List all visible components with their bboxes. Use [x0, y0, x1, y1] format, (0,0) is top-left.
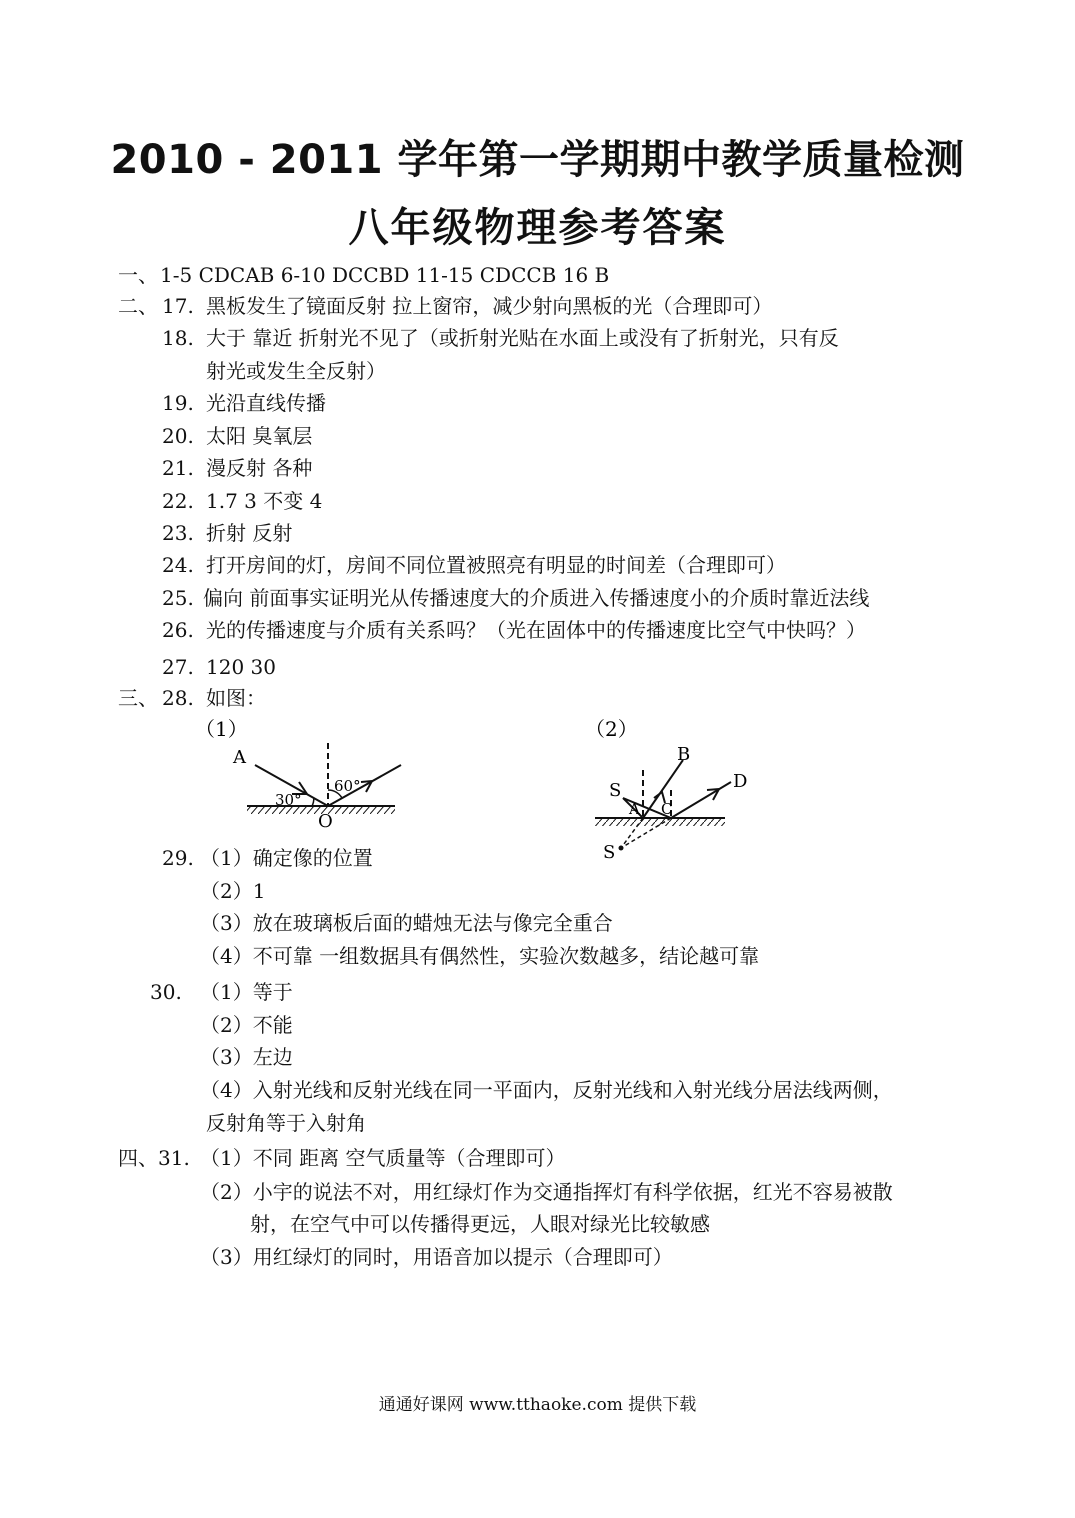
q29-item-1: （1）确定像的位置 [200, 846, 373, 870]
angle-30-arc [312, 798, 314, 806]
q31-item-2-cont: 射，在空气中可以传播得更远，人眼对绿光比较敏感 [250, 1212, 710, 1236]
q21-number: 21. [162, 456, 194, 480]
q28-answer: 如图： [206, 686, 266, 710]
q23-number: 23. [162, 521, 194, 545]
figure-2-label: （2） [585, 717, 638, 741]
q31-number: 31. [158, 1146, 190, 1170]
section-4-label: 四、 [118, 1146, 158, 1170]
q30-number: 30. [150, 980, 182, 1004]
mirror-hatching-2 [595, 819, 725, 826]
point-c-label: C [661, 800, 673, 818]
q20-answer: 太阳 臭氧层 [206, 424, 313, 448]
q27-number: 27. [162, 655, 194, 679]
q26-answer: 光的传播速度与介质有关系吗？（光在固体中的传播速度比空气中快吗？） [206, 618, 866, 642]
image-point-s [619, 846, 624, 851]
q18-answer-line-2: 射光或发生全反射） [206, 359, 386, 383]
q29-item-3: （3）放在玻璃板后面的蜡烛无法与像完全重合 [200, 911, 613, 935]
q28-number: 28. [162, 686, 194, 710]
q19-answer: 光沿直线传播 [206, 391, 326, 415]
q30-item-2: （2）不能 [200, 1013, 293, 1037]
q30-item-3: （3）左边 [200, 1045, 293, 1069]
title-line-2: 八年级物理参考答案 [348, 205, 727, 251]
q29-number: 29. [162, 846, 194, 870]
point-a-label: A [233, 747, 246, 768]
q23-answer: 折射 反射 [206, 521, 293, 545]
footer: 通通好课网 www.tthaoke.com 提供下载 [378, 1395, 697, 1415]
q30-item-1: （1）等于 [200, 980, 293, 1004]
image-point-s-label: S [603, 842, 616, 860]
title-line-1: 2010 - 2011 学年第一学期期中教学质量检测 [110, 137, 965, 183]
figure-1-label: （1） [195, 717, 248, 741]
q24-number: 24. [162, 553, 194, 577]
q17-answer: 黑板发生了镜面反射 拉上窗帘，减少射向黑板的光（合理即可） [206, 294, 773, 318]
q31-item-1: （1）不同 距离 空气质量等（合理即可） [200, 1146, 566, 1170]
q29-item-4: （4）不可靠 一组数据具有偶然性，实验次数越多，结论越可靠 [200, 944, 760, 968]
point-d-label: D [733, 771, 748, 792]
point-s-label: S [609, 780, 622, 801]
q29-item-2: （2）1 [200, 879, 266, 903]
section-2-label: 二、 [118, 294, 158, 318]
section-1-label: 一、 [118, 263, 158, 287]
point-o-label: O [318, 811, 333, 832]
q27-answer: 120 30 [206, 655, 276, 679]
section-3-label: 三、 [118, 686, 158, 710]
q26-number: 26. [162, 618, 194, 642]
q30-item-4-cont: 反射角等于入射角 [206, 1111, 366, 1135]
q22-answer: 1.7 3 不变 4 [206, 489, 323, 513]
angle-60-label: 60° [334, 777, 361, 795]
q25-answer: 偏向 前面事实证明光从传播速度大的介质进入传播速度小的介质时靠近法线 [203, 586, 870, 610]
q21-answer: 漫反射 各种 [206, 456, 313, 480]
q17-number: 17. [162, 294, 194, 318]
q25-number: 25. [162, 586, 194, 610]
point-b-label: B [677, 744, 691, 765]
figure-2-reflection-diagram [585, 710, 765, 860]
q19-number: 19. [162, 391, 194, 415]
q31-item-2: （2）小宇的说法不对，用红绿灯作为交通指挥灯有科学依据，红光不容易被散 [200, 1180, 893, 1204]
angle-30-label: 30° [275, 791, 302, 809]
q24-answer: 打开房间的灯，房间不同位置被照亮有明显的时间差（合理即可） [206, 553, 786, 577]
figure-1-reflection-diagram [195, 710, 425, 835]
q18-number: 18. [162, 326, 194, 350]
section-1-answers: 1-5 CDCAB 6-10 DCCBD 11-15 CDCCB 16 B [160, 263, 610, 287]
q22-number: 22. [162, 489, 194, 513]
q20-number: 20. [162, 424, 194, 448]
q31-item-3: （3）用红绿灯的同时，用语音加以提示（合理即可） [200, 1245, 673, 1269]
q30-item-4: （4）入射光线和反射光线在同一平面内，反射光线和入射光线分居法线两侧， [200, 1078, 893, 1102]
q18-answer-line-1: 大于 靠近 折射光不见了（或折射光贴在水面上或没有了折射光，只有反 [206, 326, 839, 350]
point-a-label-2: A [629, 800, 640, 818]
ray-c-to-d [671, 782, 731, 818]
